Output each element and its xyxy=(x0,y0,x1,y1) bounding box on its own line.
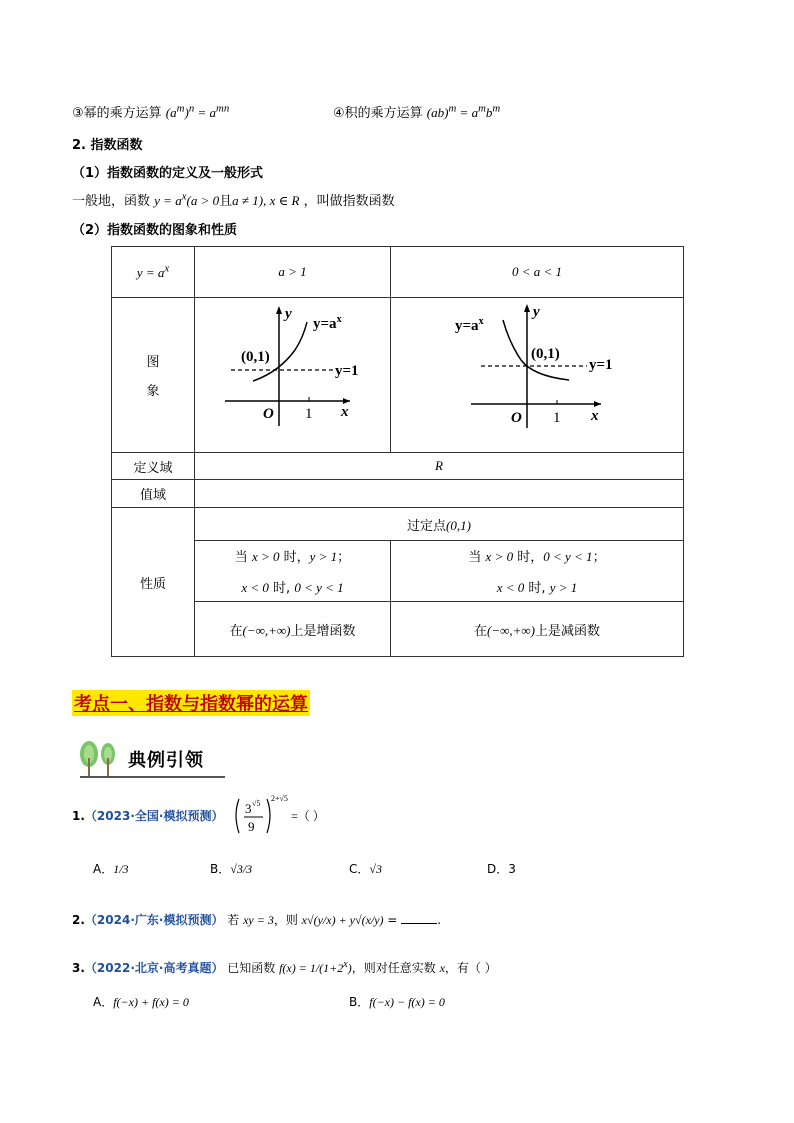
table-head-func: $y = a^x$ xyxy=(112,247,195,298)
rule-4 xyxy=(333,102,500,121)
g2-x: x xyxy=(591,408,599,424)
q1-option-c[interactable]: C．√3 xyxy=(349,862,382,876)
q1-line xyxy=(72,807,223,824)
q2-source: （2024·广东·模拟预测） xyxy=(84,913,224,927)
prop-decreasing: 当 x > 0 时，0 < y < 1； x < 0 时, y > 1 xyxy=(391,541,684,602)
section-title: 考点一、指数与指数幂的运算 xyxy=(72,690,310,716)
mono-increasing: 在(−∞,+∞)上是增函数 xyxy=(195,602,391,657)
q2-answer-blank[interactable] xyxy=(401,911,437,924)
g1-one: 1 xyxy=(305,406,313,422)
section-2-sub2: （2）指数函数的图象和性质 xyxy=(72,223,238,238)
g2-point-label: (0,1) xyxy=(531,346,560,362)
svg-text:2+√5: 2+√5 xyxy=(271,794,288,803)
q1-source: （2023·全国·模拟预测） xyxy=(84,809,224,823)
fixed-point: 过定点(0,1) xyxy=(195,508,684,541)
example-banner xyxy=(76,738,224,778)
graph-row-label: 图 象 xyxy=(112,298,195,453)
domain-label: 定义域 xyxy=(112,453,195,480)
g1-x: x xyxy=(341,404,349,420)
g1-line-label: y=1 xyxy=(335,363,359,379)
svg-text:3: 3 xyxy=(245,801,252,816)
graph-increasing xyxy=(195,298,390,448)
g1-point-label: (0,1) xyxy=(241,349,270,365)
rule-3 xyxy=(72,102,229,121)
rule-4-formula: $(ab)^m = a^mb^m$ xyxy=(426,102,501,120)
q1-num: 1. xyxy=(72,809,85,823)
g2-one: 1 xyxy=(553,410,561,426)
g2-origin: O xyxy=(511,410,522,426)
rule-3-formula: $(a^m)^n = a^{mn}$ xyxy=(165,102,230,120)
prop-increasing: 当 x > 0 时，y > 1； x < 0 时, 0 < y < 1 xyxy=(195,541,391,602)
q3-line: 3.（2022·北京·高考真题） 已知函数 $f(x) = 1/(1+2^x)$，则对任意实数 x，有（ ） xyxy=(72,959,497,975)
table-head-case1: a > 1 xyxy=(195,247,391,298)
prop-label: 性质 xyxy=(112,508,195,657)
definition-prefix: 一般地，函数 xyxy=(72,194,151,209)
q1-option-a[interactable]: A．1/3 xyxy=(93,862,129,876)
rule-4-label: ④积的乘方运算 xyxy=(333,106,423,121)
definition-formula: $y = a^x(a > 0$且a ≠ 1), x ∈ R xyxy=(154,190,300,208)
g1-y: y xyxy=(285,306,292,322)
g2-y: y xyxy=(533,304,540,320)
q2-num: 2. xyxy=(72,913,85,927)
graph-decreasing-cell xyxy=(391,298,684,453)
rule-3-label: ③幂的乘方运算 xyxy=(72,106,162,121)
q1-option-b[interactable]: B．√3/3 xyxy=(210,862,253,876)
tree-icon xyxy=(76,738,126,778)
q3-num: 3. xyxy=(72,961,85,975)
q3-option-a[interactable]: A．f(−x) + f(x) = 0 xyxy=(93,995,189,1009)
g2-line-label: y=1 xyxy=(589,357,613,373)
q1-expression xyxy=(231,793,351,841)
g2-curve-label: $y=a^x$ xyxy=(455,316,484,334)
g1-curve-label: $y=a^x$ xyxy=(313,314,342,332)
section-2-sub1: （1）指数函数的定义及一般形式 xyxy=(72,166,264,181)
svg-text:9: 9 xyxy=(248,819,255,834)
q2-line: 2.（2024·广东·模拟预测） 若 xy = 3，则 x√(y/x) + y√(x/y) = . xyxy=(72,913,442,927)
q3-source: （2022·北京·高考真题） xyxy=(84,961,224,975)
svg-text:=（ ）: =（ ） xyxy=(291,809,325,823)
section-2-heading: 2. 指数函数 xyxy=(72,138,143,153)
range-label: 值域 xyxy=(112,480,195,508)
svg-text:√5: √5 xyxy=(252,799,261,808)
q1-option-d[interactable]: D．3 xyxy=(487,862,516,876)
range-value xyxy=(195,480,684,508)
example-banner-label: 典例引领 xyxy=(128,750,204,771)
table-head-case2: 0 < a < 1 xyxy=(391,247,684,298)
definition-suffix: ，叫做指数函数 xyxy=(303,194,395,209)
graph-increasing-cell xyxy=(195,298,391,453)
q3-option-b[interactable]: B．f(−x) − f(x) = 0 xyxy=(349,995,445,1009)
definition-line xyxy=(72,190,395,209)
mono-decreasing: 在(−∞,+∞)上是减函数 xyxy=(391,602,684,657)
graph-decreasing xyxy=(391,298,683,448)
g1-origin: O xyxy=(263,406,274,422)
q1-formula xyxy=(231,793,351,837)
domain-value: R xyxy=(195,453,684,480)
exponential-properties-table xyxy=(111,246,684,657)
example-banner-underline xyxy=(80,776,225,778)
